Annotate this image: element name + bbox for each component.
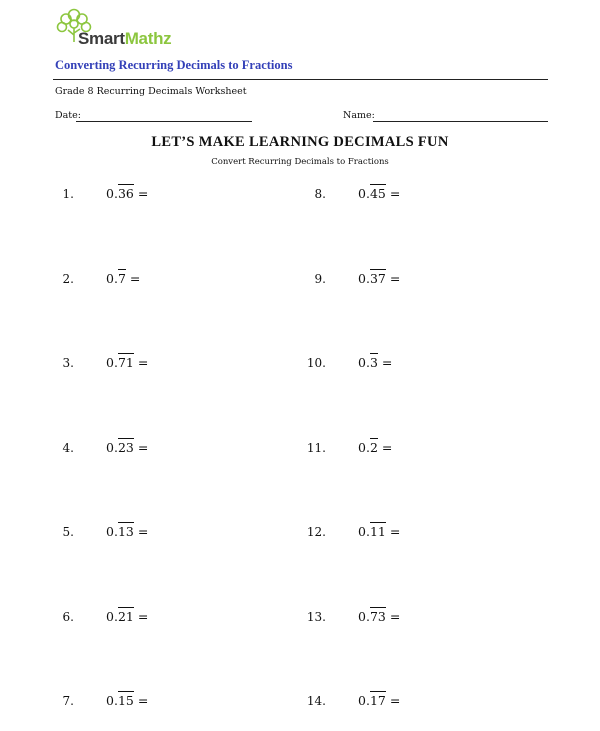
logo-wordmark (78, 29, 171, 49)
equals-sign: = (385, 270, 401, 286)
repeating-digits: 11 (369, 524, 386, 539)
decimal-prefix: 0. (358, 693, 370, 708)
repeating-digits: 36 (117, 186, 134, 201)
name-label: Name: (343, 110, 375, 121)
question-expression (106, 609, 148, 624)
question-expression (358, 693, 400, 708)
decimal-prefix: 0. (358, 524, 370, 539)
repeating-digits: 45 (369, 186, 386, 201)
repeating-digits: 15 (117, 693, 134, 708)
question-expression (358, 186, 400, 201)
page-heading: LET’S MAKE LEARNING DECIMALS FUN (151, 134, 449, 150)
question-expression (106, 355, 148, 370)
equals-sign: = (133, 524, 149, 539)
question-number: 11. (306, 440, 326, 455)
question-number: 3. (62, 356, 74, 370)
repeating-digits: 13 (117, 524, 134, 539)
logo-part1: Smart (78, 29, 125, 48)
decimal-prefix: 0. (106, 524, 118, 539)
decimal-prefix: 0. (358, 439, 370, 455)
question-number: 4. (62, 440, 74, 455)
name-field[interactable] (373, 121, 548, 122)
date-label: Date: (55, 110, 81, 121)
question-number: 9. (314, 271, 326, 286)
decimal-prefix: 0. (106, 439, 118, 455)
equals-sign: = (385, 693, 401, 708)
question-number: 13. (306, 609, 326, 624)
equals-sign: = (133, 186, 149, 201)
decimal-prefix: 0. (106, 693, 118, 708)
repeating-digits: 2 (369, 439, 378, 455)
question-number: 5. (62, 525, 74, 539)
question-expression (106, 271, 140, 286)
repeating-digits: 3 (369, 355, 378, 370)
question-expression (358, 440, 392, 455)
question-expression (106, 524, 148, 539)
question-number: 8. (314, 187, 326, 201)
equals-sign: = (377, 355, 393, 370)
decimal-prefix: 0. (358, 355, 370, 370)
decimal-prefix: 0. (106, 270, 118, 286)
equals-sign: = (133, 355, 149, 370)
date-field[interactable] (76, 121, 252, 122)
equals-sign: = (385, 524, 401, 539)
question-expression (106, 440, 148, 455)
equals-sign: = (377, 439, 393, 455)
instruction-text: Convert Recurring Decimals to Fractions (211, 157, 389, 167)
repeating-digits: 17 (369, 693, 386, 708)
question-number: 12. (306, 525, 326, 539)
repeating-digits: 21 (117, 608, 134, 624)
repeating-digits: 73 (369, 608, 386, 624)
decimal-prefix: 0. (106, 355, 118, 370)
question-expression (358, 271, 400, 286)
question-expression (358, 355, 392, 370)
worksheet-subtitle: Grade 8 Recurring Decimals Worksheet (55, 86, 247, 97)
equals-sign: = (125, 270, 141, 286)
question-number: 7. (62, 694, 74, 708)
question-number: 2. (62, 271, 74, 286)
decimal-prefix: 0. (358, 186, 370, 201)
question-number: 6. (62, 609, 74, 624)
equals-sign: = (385, 186, 401, 201)
decimal-prefix: 0. (358, 608, 370, 624)
worksheet-title: Converting Recurring Decimals to Fractions (55, 58, 293, 72)
equals-sign: = (133, 693, 149, 708)
question-expression (358, 609, 400, 624)
question-number: 10. (306, 356, 326, 370)
equals-sign: = (133, 608, 149, 624)
question-number: 1. (62, 187, 74, 201)
decimal-prefix: 0. (358, 270, 370, 286)
question-expression (106, 693, 148, 708)
decimal-prefix: 0. (106, 608, 118, 624)
repeating-digits: 7 (117, 270, 126, 286)
repeating-digits: 23 (117, 439, 134, 455)
question-expression (358, 524, 400, 539)
equals-sign: = (385, 608, 401, 624)
logo-part2: Mathz (124, 29, 172, 48)
repeating-digits: 37 (369, 270, 386, 286)
repeating-digits: 71 (117, 355, 134, 370)
question-expression (106, 186, 148, 201)
title-divider (53, 79, 548, 80)
question-number: 14. (306, 694, 326, 708)
decimal-prefix: 0. (106, 186, 118, 201)
equals-sign: = (133, 439, 149, 455)
